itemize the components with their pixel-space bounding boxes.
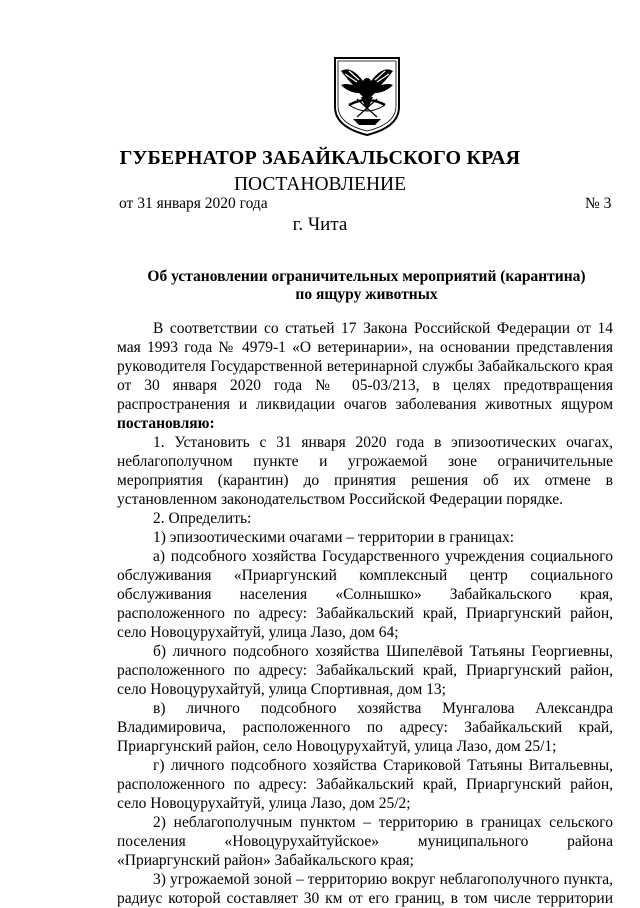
eagle-shield-icon (331, 55, 403, 137)
item-2-3-paragraph: 3) угрожаемой зоной – территорию вокруг неблагополучного пункта, радиус которой составляет 30 км от его границ, в том числе территории (117, 871, 613, 907)
title-line-1: Об установлении ограничительных мероприятий (карантина) (147, 268, 586, 285)
preamble-text: В соответствии со статьей 17 Закона Российской Федерации от 14 мая 1993 года № 4979-1 «О ветеринарии», на основании представления руководителя Государственной ветеринарной службы Забайкальского края от 30 января 2020 года № 05-03/213, в целях предотвращения распространения и ликвидации очагов заболевания животных ящуром (117, 320, 613, 413)
preamble-paragraph (117, 319, 613, 433)
item-2-paragraph: 2. Определить: (153, 510, 252, 527)
item-2-1-g-paragraph: г) личного подсобного хозяйства Стариковой Татьяны Витальевны, расположенного по адресу: Забайкальский край, Приаргунский район, село Новоцурухайтуй, улица Лазо, дом 25/2; (117, 757, 613, 812)
preamble-decision-word: постановляю: (117, 415, 215, 432)
title-line-2: по ящуру животных (295, 285, 438, 303)
item-2-2-paragraph: 2) неблагополучным пунктом – территорию в границах сельского поселения «Новоцурухайтуйское» муниципального района «Приаргунский район» Забайкальского края; (117, 814, 613, 869)
document-title (118, 268, 615, 303)
document-number: № 3 (585, 195, 612, 212)
issuing-city: г. Чита (292, 214, 348, 235)
document-body (117, 319, 613, 908)
document-type: ПОСТАНОВЛЕНИЕ (233, 174, 407, 195)
item-2-1-v-paragraph: в) личного подсобного хозяйства Мунгалова Александра Владимировича, расположенного по адресу: Забайкальский край, Приаргунский район, село Новоцурухайтуй, улица Лазо, дом 25/1; (117, 700, 613, 755)
document-date: от 31 января 2020 года (119, 195, 268, 212)
coat-of-arms-emblem (331, 55, 403, 137)
item-2-1-paragraph: 1) эпизоотическими очагами – территории в границах: (153, 529, 515, 546)
item-1-paragraph: 1. Установить с 31 января 2020 года в эпизоотических очагах, неблагополучном пункте и угрожаемой зоне ограничительные мероприятия (карантин) до принятия решения об их отмене в установленном законодательством Российской Федерации порядке. (117, 434, 613, 508)
issuing-authority: ГУБЕРНАТОР ЗАБАЙКАЛЬСКОГО КРАЯ (119, 147, 521, 169)
item-2-1-a-paragraph: а) подсобного хозяйства Государственного учреждения социального обслуживания «Приаргунский комплексный центр социального обслуживания населения «Солнышко» Забайкальского края, расположенного по адресу: Забайкальский край, Приаргунский район, село Новоцурухайтуй, улица Лазо, дом 64; (117, 548, 613, 641)
item-2-1-b-paragraph: б) личного подсобного хозяйства Шипелёвой Татьяны Георгиевны, расположенного по адресу: Забайкальский край, Приаргунский район, село Новоцурухайтуй, улица Спортивная, дом 13; (117, 643, 613, 698)
